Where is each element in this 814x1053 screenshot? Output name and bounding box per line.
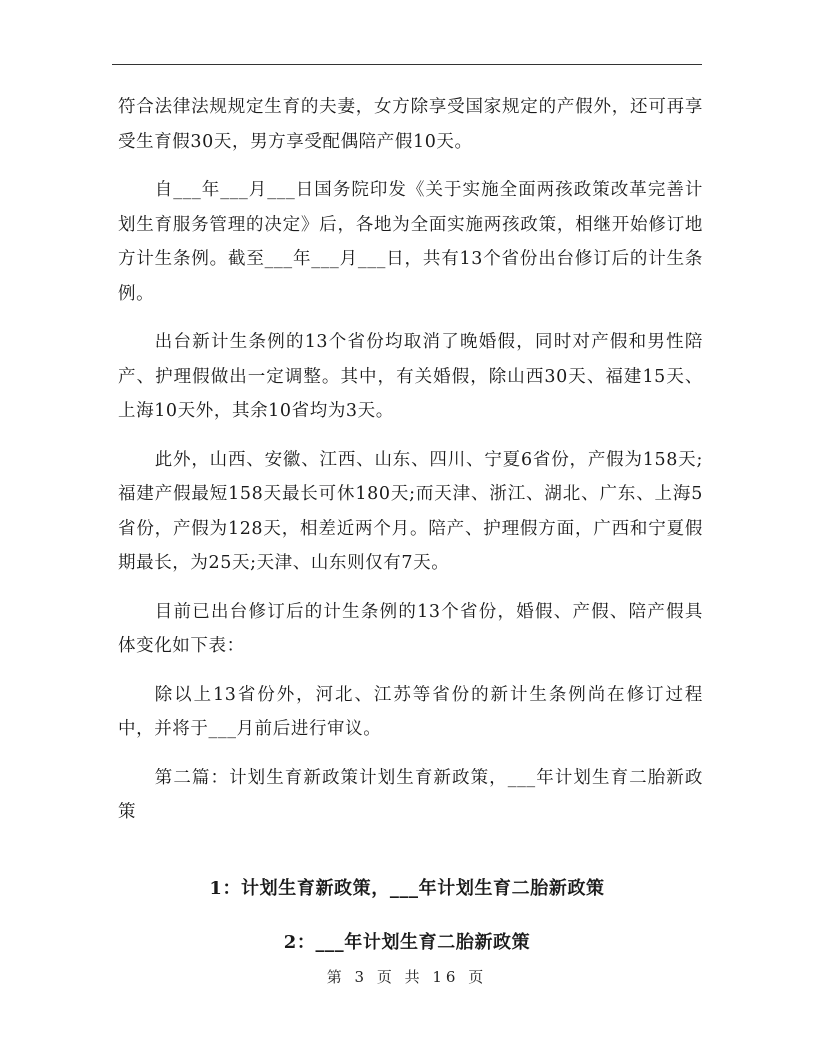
paragraph-second-article: 第二篇：计划生育新政策计划生育新政策，___年计划生育二胎新政策 [118,767,703,822]
page-number-footer: 第 3 页 共 16 页 [326,968,488,986]
section-heading-1: 1：计划生育新政策，___年计划生育二胎新政策 [209,878,605,899]
paragraph-table-intro: 目前已出台修订后的计生条例的13个省份，婚假、产假、陪产假具体变化如下表： [118,601,703,656]
paragraph-maternity-leave: 此外，山西、安徽、江西、山东、四川、宁夏6省份，产假为158天;福建产假最短158天最长可休180天;而天津、浙江、湖北、广东、上海5省份，产假为128天，相差近两个月。陪产、护理假方面，广西和宁夏假期最长，为25天;天津、山东则仅有7天。 [118,449,703,573]
paragraph-continuation: 符合法律法规规定生育的夫妻，女方除享受国家规定的产假外，还可再享受生育假30天，男方享受配偶陪产假10天。 [118,97,703,152]
section-heading-2: 2：___年计划生育二胎新政策 [283,932,531,953]
paragraph-policy-issued: 自___年___月___日国务院印发《关于实施全面两孩政策改革完善计划生育服务管理的决定》后，各地为全面实施两孩政策，相继开始修订地方计生条例。截至___年___月___日，共有13个省份出台修订后的计生条例。 [118,180,703,304]
header-rule [112,64,702,65]
paragraph-other-provinces: 除以上13省份外，河北、江苏等省份的新计生条例尚在修订过程中，并将于___月前后进行审议。 [118,684,703,739]
paragraph-marriage-leave: 出台新计生条例的13个省份均取消了晚婚假，同时对产假和男性陪产、护理假做出一定调整。其中，有关婚假，除山西30天、福建15天、上海10天外，其余10省均为3天。 [118,332,703,421]
document-body [118,90,703,830]
